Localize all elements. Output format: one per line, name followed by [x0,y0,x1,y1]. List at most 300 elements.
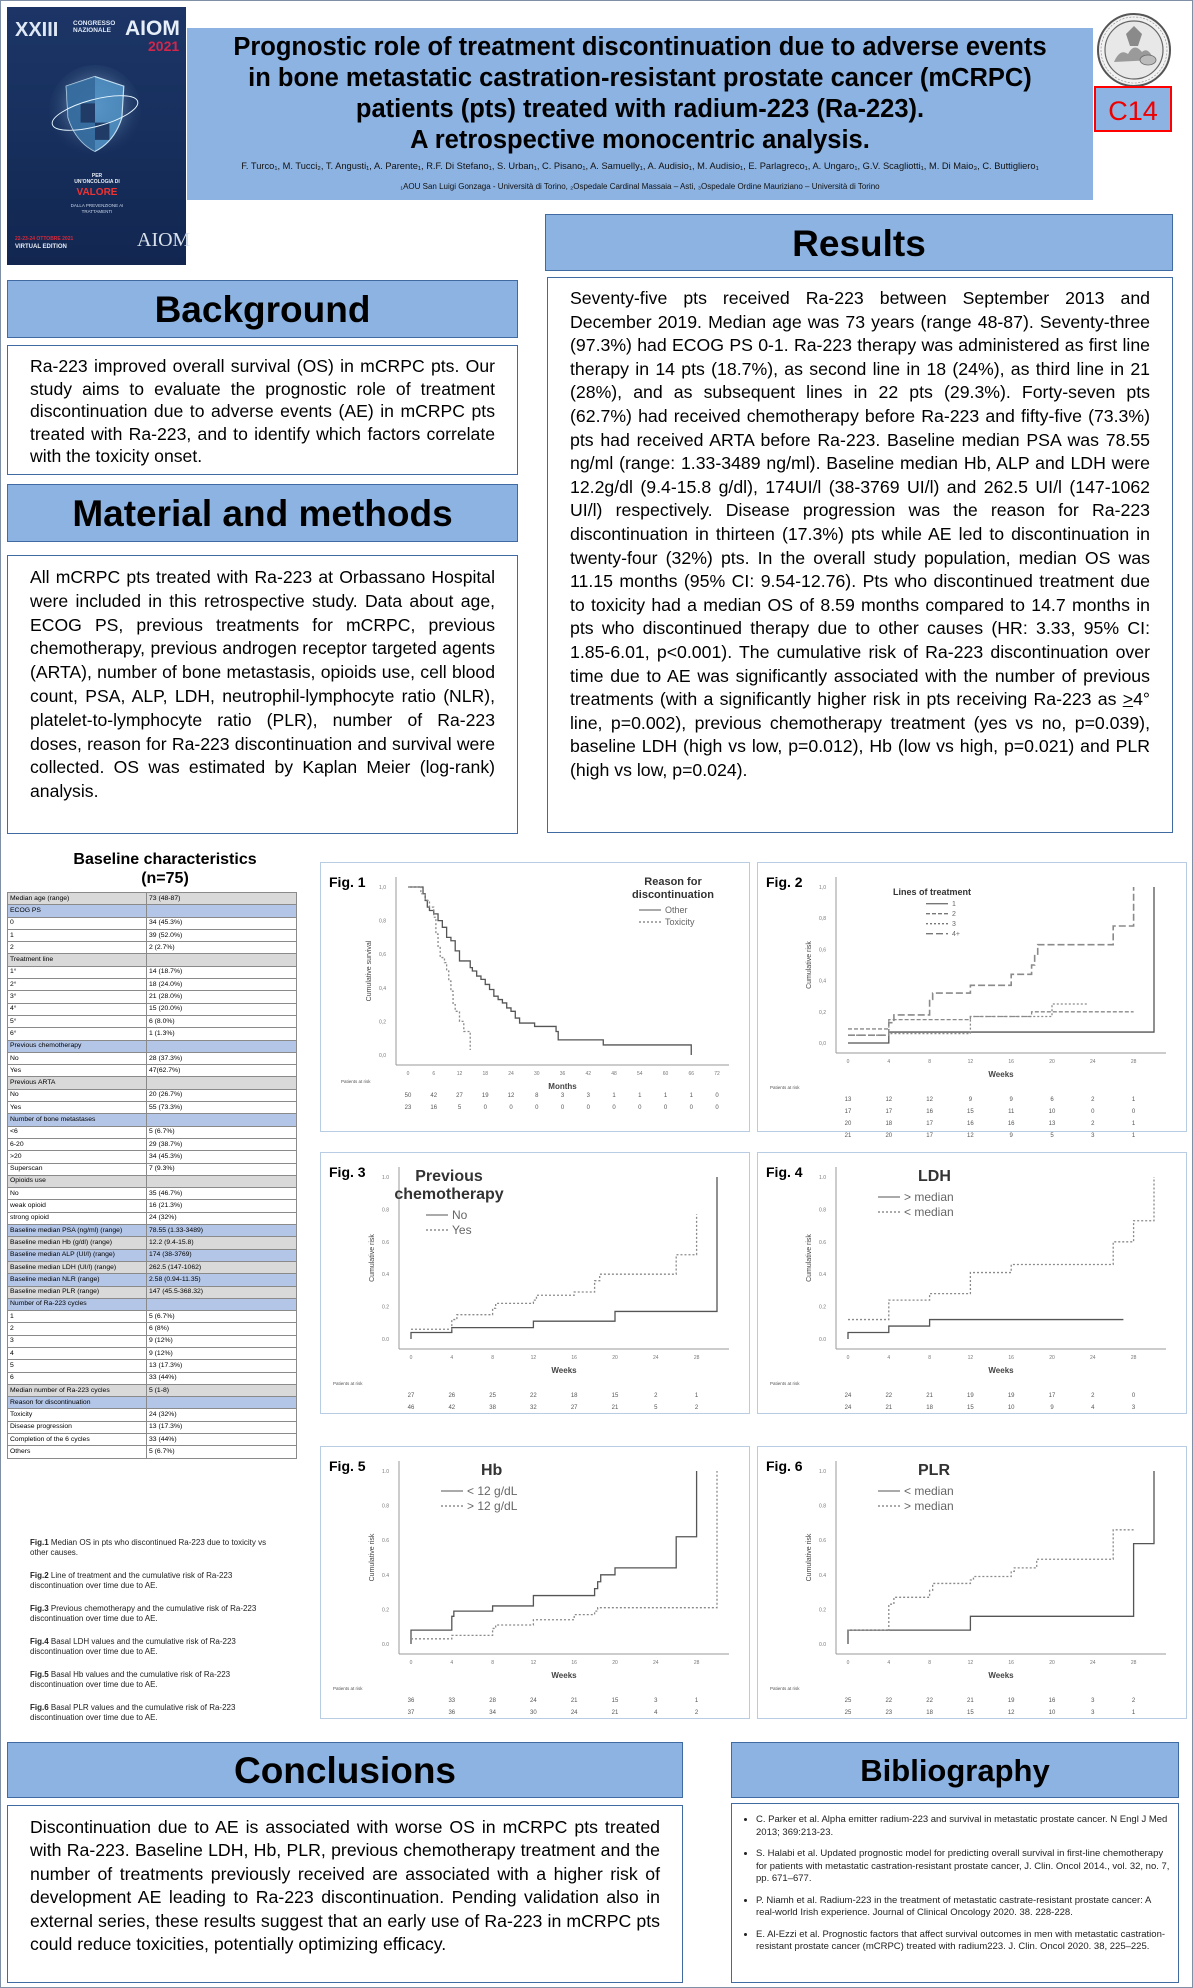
table-cell-value: 34 (45.3%) [147,917,297,929]
x-tick-label: 12 [530,1660,537,1666]
at-risk-count: 3 [560,1093,565,1099]
at-risk-count: 1 [694,1393,699,1399]
table-cell-value: 9 (12%) [147,1347,297,1359]
x-tick-label: 0 [406,1071,410,1077]
table-cell-value: 12.2 (9.4-15.8) [147,1237,297,1249]
x-tick-label: 28 [693,1660,700,1666]
table-cell-label: Others [8,1446,147,1458]
at-risk-count: 4 [1091,1405,1095,1411]
at-risk-count: 10 [1007,1405,1015,1411]
at-risk-count: 3 [586,1093,590,1099]
conclusions-text: Discontinuation due to AE is associated with worse OS in mCRPC pts treated with Ra-223. Baseline LDH, Hb, PLR, previous chemotherapy treatment and the number of treatments previously received are associated with a higher risk of development AE leading to Ra-223 discontinuation. Pending validation also in external series, these results suggest that an early use of Ra-223 in mCRPC pts could reduce toxicities, potentially optimizing efficacy. [7,1805,683,1983]
table-cell-value: 21 (28.0%) [147,991,297,1003]
at-risk-count: 18 [926,1710,933,1716]
table-cell-value: 5 (6.7%) [147,1446,297,1458]
at-risk-count: 12 [926,1097,933,1103]
at-risk-count: 22 [885,1393,893,1399]
table-cell-value: 9 (12%) [147,1335,297,1347]
at-risk-count: 38 [489,1405,496,1411]
at-risk-count: 1 [638,1093,642,1099]
at-risk-count: 1 [1131,1133,1136,1139]
table-row [8,1384,297,1396]
x-tick-label: 0 [409,1660,413,1666]
at-risk-count: 3 [1091,1710,1095,1716]
at-risk-count: 15 [967,1109,974,1115]
table-row [8,1421,297,1433]
at-risk-count: 0 [612,1105,616,1111]
x-tick-label: 20 [1049,1660,1055,1666]
figure-caption [30,1670,280,1690]
results-heading: Results [545,214,1173,271]
x-tick-label: 48 [611,1071,617,1077]
baseline-characteristics-table [7,892,297,1459]
table-cell-value [147,1077,297,1089]
legend-entry: > median [904,1190,954,1204]
table-cell-value: 78.55 (1.33-3489) [147,1225,297,1237]
figure-5 [320,1446,750,1719]
table-cell-label: Completion of the 6 cycles [8,1434,147,1446]
legend-entry: 3 [952,921,956,928]
series-line--median [848,1177,1154,1320]
table-cell-label: 0 [8,917,147,929]
series-line-toxicity [408,887,470,1050]
table-row [8,1188,297,1200]
table-section-row [8,1175,297,1187]
at-risk-count: 27 [407,1393,415,1399]
at-risk-count: 0 [535,1105,539,1111]
legend-entry: < median [904,1484,954,1498]
table-cell-label: Baseline median PSA (ng/ml) (range) [8,1225,147,1237]
table-cell-value: 147 (45.5-368.32) [147,1286,297,1298]
series-line--median [848,1530,1134,1630]
at-risk-count: 1 [612,1093,616,1099]
figure-caption-text: Previous chemotherapy and the cumulative risk of Ra-223 discontinuation over time due to AE. [30,1604,257,1623]
series-line-4- [848,887,1134,1035]
table-cell-label: No [8,1052,147,1064]
at-risk-count: 1 [663,1093,668,1099]
table-cell-label: Median number of Ra-223 cycles [8,1384,147,1396]
table-cell-label: 2° [8,979,147,991]
at-risk-count: 15 [611,1393,619,1399]
table-section-row [8,1298,297,1310]
table-section-row [8,1077,297,1089]
y-tick-label: 0.4 [819,1272,826,1279]
table-row [8,1335,297,1347]
at-risk-count: 0 [1131,1109,1136,1115]
table-cell-value: 2 (2.7%) [147,942,297,954]
y-tick-label: 0.6 [819,1538,826,1545]
table-row [8,1028,297,1040]
figure-label: Fig. 2 [766,874,803,890]
legend-entry: > 12 g/dL [467,1499,518,1513]
baseline-table-title: Baseline characteristics (n=75) [73,851,257,887]
table-row [8,1372,297,1384]
figure-caption-label: Fig.3 [30,1604,49,1613]
x-tick-label: 6 [432,1071,436,1077]
table-cell-label: ECOG PS [8,905,147,917]
at-risk-count: 26 [448,1393,456,1399]
table-cell-value [147,1175,297,1187]
table-row [8,1237,297,1249]
at-risk-count: 4 [654,1710,658,1716]
y-tick-label: 0.8 [819,1503,826,1510]
at-risk-count: 15 [967,1405,974,1411]
x-tick-label: 0 [846,1660,850,1666]
table-cell-label: Baseline median Hb (g/dl) (range) [8,1237,147,1249]
at-risk-count: 25 [489,1393,496,1399]
at-risk-count: 21 [570,1698,578,1704]
legend-title: Hb [481,1462,503,1479]
at-risk-count: 2 [1091,1097,1095,1103]
table-cell-label: 2 [8,942,147,954]
figure-caption [30,1604,280,1624]
bibliography-item: • E. Al-Ezzi et al. Prognostic factors that affect survival outcomes in men with metastatic castration-resistant prostate cancer (mCRPC) treated with radium223. J. Clin. Oncol 2020. 38, 225–225. [756,1929,1170,1954]
y-tick-label: 0,4 [379,985,386,992]
table-cell-value: 73 (48-87) [147,893,297,905]
x-tick-label: 8 [928,1355,931,1361]
table-cell-value: 35 (46.7%) [147,1188,297,1200]
at-risk-count: 6 [1050,1097,1054,1103]
y-tick-label: 0,0 [379,1053,386,1059]
x-tick-label: 20 [1049,1355,1055,1361]
at-risk-count: 12 [885,1097,893,1103]
at-risk-count: 0 [560,1105,565,1111]
at-risk-count: 17 [1048,1393,1056,1399]
y-tick-label: 1.0 [819,1175,826,1181]
at-risk-count: 22 [926,1698,933,1704]
legend-entry: Toxicity [665,917,695,927]
table-row [8,991,297,1003]
at-risk-count: 1 [1131,1710,1136,1716]
poster-code-badge: C14 [1094,86,1172,132]
x-tick-label: 12 [967,1660,974,1666]
cover-tagline-bottom: DALLA PREVENZIONE AI TRATTAMENTI [70,203,124,214]
results-text: Seventy-five pts received Ra-223 between September 2013 and December 2019. Median age was 73 years (range 48-87). Seventy-three (97.3%) had ECOG PS 0-1. Ra-223 therapy was administered as first line therapy in 14 pts (18.7%), as second line in 18 (24%), as third line in 21 (28%), and as subsequent lines in 22 pts (29.3%). Forty-seven pts (62.7%) had received chemotherapy before Ra-223 and fifty-five (73.3%) pts had received ARTA before Ra-223. Baseline median PSA was 78.55 ng/ml (range: 1.33-3489 ng/ml). Baseline median Hb, ALP and LDH were 12.2g/dl (9.4-15.8 g/dl), 174UI/l (38-3769 UI/l) and 262.5 UI/l (147-1062 UI/l) respectively. Disease progression was the reason for Ra-223 discontinuation in thirteen (17.3%) pts while AE led to discontinuation in twenty-four (32%) pts. In the overall study population, median OS was 11.15 months (95% CI: 9.54-12.76). Pts who discontinued treatment due to toxicity had a median OS of 8.59 months compared to 14.7 months in pts who discontinued therapy due to other causes (HR: 3.33, 95% CI: 1.85-6.01, p<0.001). The cumulative risk of Ra-223 discontinuation over time due to AE was significantly associated with the number of previous treatments (with a significantly higher risk in pts receiving Ra-223 as >4° line, p=0.002), previous chemotherapy treatment (yes vs no, p=0.039), baseline LDH (high vs low, p=0.012), Hb (low vs high, p=0.021) and PLR (high vs low, p=0.024). [547,277,1173,833]
at-risk-count: 2 [694,1405,699,1411]
table-cell-label: 1 [8,929,147,941]
x-tick-label: 66 [688,1071,695,1077]
x-tick-label: 16 [1008,1059,1014,1065]
figure-caption-text: Line of treatment and the cumulative risk of Ra-223 discontinuation over time due to AE. [30,1571,233,1590]
at-risk-count: 0 [1131,1393,1136,1399]
at-risk-count: 22 [885,1698,893,1704]
at-risk-count: 0 [663,1105,668,1111]
table-cell-value: 29 (38.7%) [147,1138,297,1150]
at-risk-count: 21 [926,1393,933,1399]
x-tick-label: 4 [887,1059,891,1065]
at-risk-count: 37 [407,1710,415,1716]
at-risk-count: 0 [509,1105,513,1111]
table-cell-value: 39 (52.0%) [147,929,297,941]
figure-1 [320,862,750,1132]
table-cell-label: 5° [8,1015,147,1027]
table-cell-label: <6 [8,1126,147,1138]
at-risk-count: 18 [570,1393,578,1399]
y-tick-label: 0,8 [379,918,386,925]
at-risk-count: 17 [926,1121,933,1127]
y-axis-label: Cumulative risk [369,1234,376,1282]
y-tick-label: 0.4 [382,1572,389,1579]
table-row [8,1151,297,1163]
table-row [8,1311,297,1323]
x-tick-label: 0 [846,1355,850,1361]
at-risk-count: 0 [715,1093,719,1099]
shield-icon [47,65,143,161]
x-tick-label: 8 [928,1059,931,1065]
at-risk-count: 30 [530,1710,537,1716]
legend-entry: 1 [952,901,956,908]
table-cell-label: Treatment line [8,954,147,966]
figure-label: Fig. 3 [329,1164,366,1180]
at-risk-count: 27 [456,1093,463,1099]
table-cell-label: 1 [8,1311,147,1323]
series-line-2 [848,1012,1134,1029]
at-risk-count: 0 [715,1105,719,1111]
at-risk-label: Patients at risk [333,1686,363,1691]
table-cell-value: 13 (17.3%) [147,1360,297,1372]
table-row [8,1347,297,1359]
cover-brand: AIOM [125,17,180,40]
figure-caption [30,1571,280,1591]
y-tick-label: 0.8 [819,1207,826,1214]
methods-heading: Material and methods [7,484,518,542]
x-tick-label: 24 [1090,1660,1096,1666]
table-cell-label: Baseline median LDH (UI/l) (range) [8,1261,147,1273]
table-row [8,1003,297,1015]
at-risk-count: 33 [448,1698,456,1704]
table-cell-label: Previous chemotherapy [8,1040,147,1052]
y-tick-label: 0.6 [382,1538,389,1545]
at-risk-count: 21 [885,1405,893,1411]
x-axis-label: Weeks [988,1070,1014,1079]
at-risk-count: 18 [926,1405,933,1411]
legend-title-line: Reason for [644,876,702,888]
figure-caption-text: Median OS in pts who discontinued Ra-223 due to toxicity vs other causes. [30,1538,267,1557]
table-cell-value [147,1114,297,1126]
table-cell-value: 33 (44%) [147,1434,297,1446]
table-section-row [8,905,297,917]
series-line--12-g-dl [411,1471,717,1639]
at-risk-count: 9 [1009,1097,1013,1103]
table-row [8,917,297,929]
legend-title-line: discontinuation [632,889,714,901]
table-cell-label: Yes [8,1102,147,1114]
table-cell-label: No [8,1089,147,1101]
at-risk-count: 1 [689,1093,693,1099]
at-risk-count: 19 [1007,1698,1015,1704]
figure-caption [30,1538,280,1558]
figure-caption-label: Fig.6 [30,1703,49,1712]
x-tick-label: 12 [967,1355,974,1361]
table-cell-label: Number of Ra-223 cycles [8,1298,147,1310]
x-tick-label: 4 [450,1355,454,1361]
table-cell-label: 3° [8,991,147,1003]
table-cell-label: 4° [8,1003,147,1015]
cover-edition: VIRTUAL EDITION [15,244,67,250]
table-cell-label: 1° [8,966,147,978]
figure-2 [757,862,1187,1139]
x-tick-label: 8 [491,1355,494,1361]
x-tick-label: 4 [450,1660,454,1666]
at-risk-count: 34 [489,1710,496,1716]
table-row [8,1212,297,1224]
at-risk-count: 18 [885,1121,893,1127]
x-tick-label: 16 [1008,1660,1014,1666]
series-line--median [848,1320,1123,1339]
at-risk-count: 2 [654,1393,658,1399]
table-cell-value: 18 (24.0%) [147,979,297,991]
table-cell-value: 13 (17.3%) [147,1421,297,1433]
table-cell-value: 5 (1-8) [147,1384,297,1396]
at-risk-count: 16 [430,1105,438,1111]
at-risk-count: 12 [967,1133,974,1139]
table-row [8,1089,297,1101]
figure-caption-text: Basal Hb values and the cumulative risk of Ra-223 discontinuation over time due to AE. [30,1670,231,1689]
table-row [8,1138,297,1150]
at-risk-count: 5 [457,1105,462,1111]
background-heading: Background [7,280,518,338]
y-axis-label: Cumulative risk [806,1234,813,1282]
at-risk-count: 9 [1050,1405,1054,1411]
at-risk-count: 19 [481,1093,489,1099]
table-cell-value [147,905,297,917]
at-risk-count: 23 [885,1710,893,1716]
x-axis-label: Months [548,1082,577,1091]
table-cell-label: Baseline median NLR (range) [8,1274,147,1286]
figure-captions [30,1538,280,1736]
congress-cover-logo [7,7,191,265]
y-tick-label: 0.6 [382,1239,389,1246]
table-row [8,893,297,905]
x-axis-label: Weeks [988,1366,1014,1375]
at-risk-count: 2 [1091,1393,1095,1399]
at-risk-count: 20 [844,1121,852,1127]
figure-label: Fig. 4 [766,1164,803,1180]
table-cell-label: Opioids use [8,1175,147,1187]
table-row [8,1409,297,1421]
at-risk-count: 3 [1131,1405,1136,1411]
x-tick-label: 20 [612,1660,618,1666]
table-row [8,1015,297,1027]
table-row [8,979,297,991]
x-tick-label: 72 [714,1071,720,1077]
table-cell-value: 262.5 (147-1062) [147,1261,297,1273]
x-tick-label: 12 [456,1071,463,1077]
x-tick-label: 16 [1008,1355,1014,1361]
poster-title: Prognostic role of treatment discontinuation due to adverse events in bone metastatic castration-resistant prostate cancer (mCRPC) patients (pts) treated with radium-223 (Ra-223). A retrospective monocentric analysis. [233,33,1047,154]
table-cell-label: Disease progression [8,1421,147,1433]
at-risk-count: 42 [430,1093,438,1099]
at-risk-count: 42 [448,1405,456,1411]
authors-line: F. Turco₁, M. Tucci₂, T. Angusti₁, A. Parente₁, R.F. Di Stefano₁, S. Urban₁, C. Pisano₁, A. Samuelly₁, A. Audisio₁, M. Audisio₁, E. Parlagreco₁, A. Ungaro₁, G.V. Scagliotti₁, M. Di Maio₃, C. Buttigliero₁ [241,161,1039,171]
y-tick-label: 0.0 [382,1337,389,1343]
cover-year: 2021 [148,38,180,54]
figure-caption-label: Fig.5 [30,1670,49,1679]
y-tick-label: 0.8 [382,1207,389,1214]
x-tick-label: 12 [530,1355,537,1361]
cover-tagline-top: PER UN'ONCOLOGIA DI [74,173,120,185]
table-cell-label: Reason for discontinuation [8,1397,147,1409]
x-tick-label: 30 [533,1071,540,1077]
legend-title: PLR [918,1462,950,1479]
figure-6 [757,1446,1187,1719]
table-cell-value: 34 (45.3%) [147,1151,297,1163]
table-cell-label: Baseline median ALP (UI/l) (range) [8,1249,147,1261]
affiliations-line: ₁AOU San Luigi Gonzaga - Università di Torino, ₂Ospedale Cardinal Massaia – Asti, ₃Ospedale Ordine Mauriziano – Università di Torino [400,182,880,191]
at-risk-label: Patients at risk [333,1381,363,1386]
y-tick-label: 0.2 [382,1304,389,1311]
table-row [8,1286,297,1298]
figure-caption-label: Fig.4 [30,1637,49,1646]
legend-title-line: chemotherapy [394,1186,504,1203]
table-cell-label: Number of bone metastases [8,1114,147,1126]
legend-entry: No [452,1208,468,1222]
table-cell-label: 3 [8,1335,147,1347]
table-cell-value: 174 (38-3769) [147,1249,297,1261]
table-cell-label: Baseline median PLR (range) [8,1286,147,1298]
table-cell-label: 5 [8,1360,147,1372]
table-section-row [8,1114,297,1126]
y-tick-label: 1.0 [382,1175,389,1181]
figure-label: Fig. 5 [329,1458,366,1474]
legend-title: Lines of treatment [893,887,972,897]
x-axis-label: Weeks [551,1366,577,1375]
table-row [8,1360,297,1372]
legend-title: LDH [918,1168,951,1185]
table-row [8,942,297,954]
table-row [8,1126,297,1138]
at-risk-count: 25 [844,1710,852,1716]
at-risk-count: 36 [407,1698,415,1704]
at-risk-count: 21 [611,1710,619,1716]
table-cell-value: 6 (8.0%) [147,1015,297,1027]
methods-text: All mCRPC pts treated with Ra-223 at Orbassano Hospital were included in this retrospective study. Data about age, ECOG PS, previous treatments for mCRPC, previous chemotherapy, previous androgen receptor targeted agents (ARTA), number of bone metastasis, opioids use, cell blood count, PSA, ALP, LDH, neutrophil-lymphocyte ratio (NLR), platelet-to-lymphocyte ratio (PLR), number of Ra-223 doses, reason for Ra-223 discontinuation and survival were collected. OS was estimated by Kaplan Meier (log-rank) analysis. [7,555,518,834]
x-tick-label: 60 [662,1071,669,1077]
figure-caption-label: Fig.2 [30,1571,49,1580]
at-risk-count: 16 [1007,1121,1015,1127]
x-tick-label: 28 [1130,1059,1137,1065]
cover-numeral: XXIII [15,19,59,41]
table-cell-label: 2 [8,1323,147,1335]
x-tick-label: 24 [653,1660,659,1666]
table-cell-value: 14 (18.7%) [147,966,297,978]
at-risk-count: 2 [1131,1698,1136,1704]
at-risk-count: 10 [1048,1109,1056,1115]
at-risk-count: 25 [844,1698,852,1704]
at-risk-count: 19 [1007,1393,1015,1399]
bibliography-item: • P. Niamh et al. Radium-223 in the treatment of metastatic castrate-resistant prostate cancer: A real-world Irish experience. Journal of Clinical Oncology 2020. 38. 228-228. [756,1895,1170,1920]
bibliography-list [731,1803,1179,1983]
at-risk-count: 13 [1048,1121,1056,1127]
y-tick-label: 1.0 [382,1469,389,1475]
at-risk-count: 23 [404,1105,412,1111]
table-cell-label: No [8,1188,147,1200]
table-cell-value: 47(62.7%) [147,1065,297,1077]
table-row [8,1261,297,1273]
at-risk-count: 3 [1091,1133,1095,1139]
table-row [8,1446,297,1458]
table-cell-value: 5 (6.7%) [147,1311,297,1323]
y-axis-label: Cumulative risk [806,1533,813,1582]
at-risk-count: 0 [586,1105,590,1111]
x-tick-label: 20 [1049,1059,1055,1065]
y-tick-label: 0.8 [382,1503,389,1510]
x-tick-label: 18 [482,1071,489,1077]
at-risk-count: 9 [1009,1133,1013,1139]
at-risk-count: 3 [654,1698,658,1704]
x-tick-label: 16 [571,1355,577,1361]
table-cell-value: 7 (9.3%) [147,1163,297,1175]
